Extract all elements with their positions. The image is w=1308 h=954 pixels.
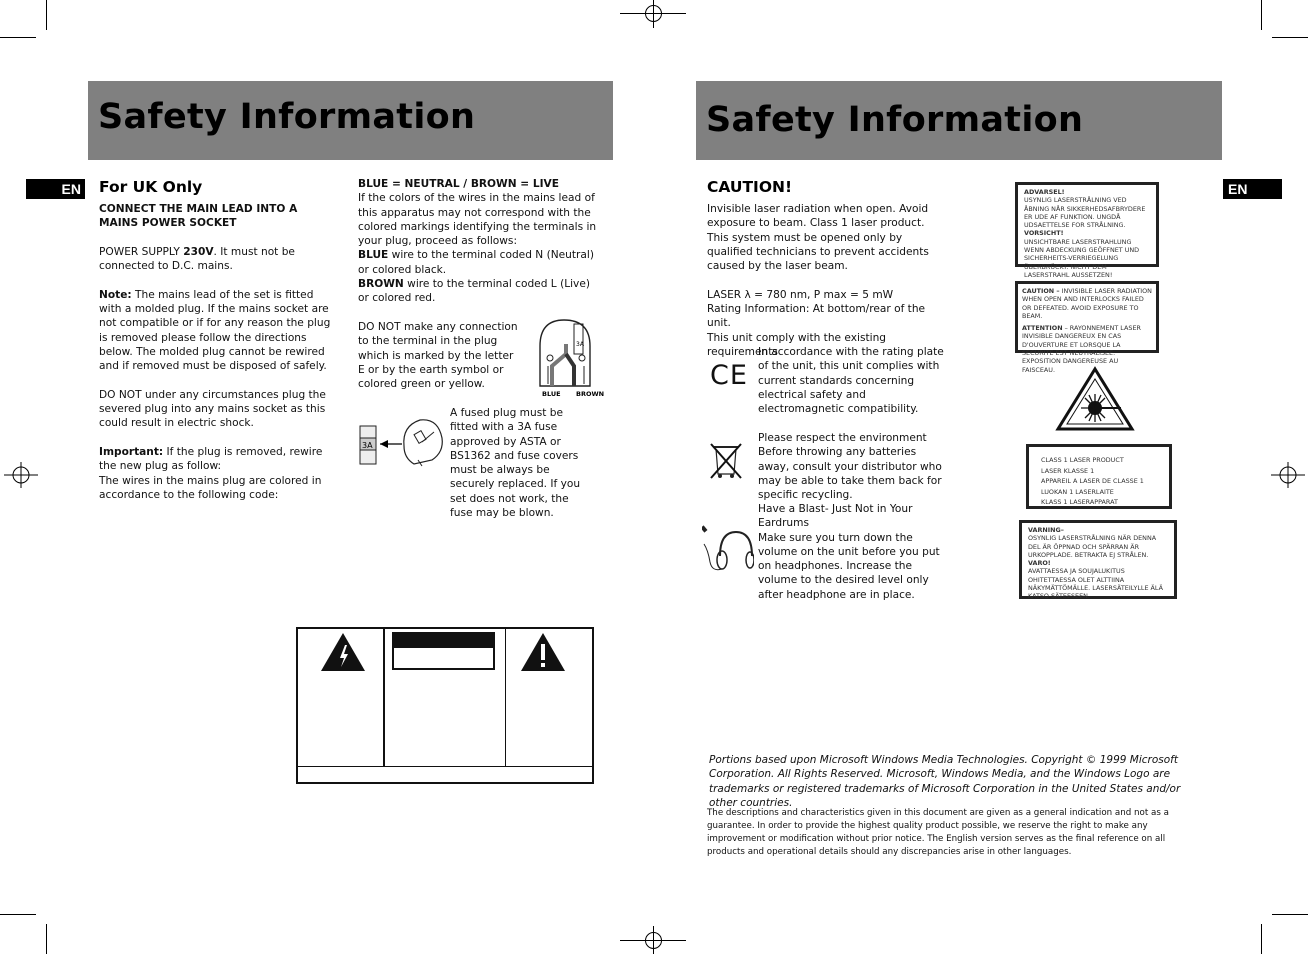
color-code-heading: BLUE = NEUTRAL / BROWN = LIVE [358,178,559,190]
do-not-text: DO NOT under any circumstances plug the severed plug into any mains socket as this could result in electric shock. [99,388,326,430]
note-text: Note: The mains lead of the set is fitted with a molded plug. If the mains socket are not compatible or if for any reason the plug is removed please follow the directions below. The molded plug cannot be rewired and if removed must be disposed of safely. [99,288,331,373]
crop-mark [46,924,47,954]
environment-text: Please respect the environment Before throwing any batteries away, consult your distributor who may be able to take them back for specific recycling. [758,432,942,502]
headphones-icon [702,522,754,574]
headphone-body: Make sure you turn down the volume on the unit before you put on headphones. Increase the volume to the desired level only after headphone are in place. [758,531,940,601]
language-tab [26,179,85,199]
svg-text:3A: 3A [576,341,584,348]
rating-info: Rating Information: At bottom/rear of the unit. [707,303,926,330]
left-header-banner [88,81,613,160]
caution-text: Invisible laser radiation when open. Avoid exposure to beam. Class 1 laser product. This system must be opened only by qualified technicians to prevent accidents caused by the laser beam. LASER λ = 780 nm, P max = 5 mW Rating Information: At bottom/rear of the unit. This unit comply with the existing requirements [707,202,943,359]
exclamation-warning-icon [519,631,567,673]
right-header-banner [696,81,1222,160]
page-title: Safety Information [98,97,476,137]
blue-wire-text: BLUE wire to the terminal coded N (Neutral) or colored black. [358,249,594,276]
laser-spec: LASER λ = 780 nm, P max = 5 mW [707,288,894,301]
language-tab-label: EN [61,181,81,197]
no-connection-text: DO NOT make any connection to the terminal in the plug which is marked by the letter E or by the earth symbol or colored green or yellow. [358,321,518,391]
crop-mark [46,0,47,30]
ce-mark-icon: CE [710,360,748,391]
svg-text:3A: 3A [362,441,373,450]
crop-mark [1261,0,1262,30]
comply-text: This unit comply with the existing requirements [707,331,887,358]
panel-divider [383,629,385,767]
caution-label-box [392,632,495,670]
crop-mark [0,914,36,915]
headphone-title: Have a Blast- Just Not in Your Eardrums [758,503,913,530]
ce-text: In accordance with the rating plate of the unit, this unit complies with current standards concerning electrical safety and electromagnetic compatibility. [758,346,944,416]
fuse-text: A fused plug must be fitted with a 3A fuse approved by ASTA or BS1362 and fuse covers must be always be securely replaced. If you set does not work, the fuse may be blown. [450,407,581,520]
laser-label-swedish-finnish: VARNING– OSYNLIG LASERSTRÅLNING NÄR DENNA DEL ÄR ÖPPNAD OCH SPÄRRAN ÄR URKOPPLADE. BETRAKTA EJ STRÅLEN. VARO! AVATTAESSA JA SOUJALUKITUS OHITETTAESSA OLET ALTTIINA NÄKYMÄTTÖMÄLLE. LASERSÄTEILYLLE ÄLÄ KATSO SÄTEESEEN. [1019,520,1177,599]
page-title: Safety Information [706,100,1084,140]
brown-wire-text: BROWN wire to the terminal coded L (Live) or colored red. [358,278,590,305]
crop-mark [1261,924,1262,954]
svg-text:BROWN: BROWN [576,390,605,398]
registration-mark-icon [644,931,663,950]
connect-instruction: CONNECT THE MAIN LEAD INTO A MAINS POWER SOCKET [99,203,298,230]
crop-mark [1272,37,1308,38]
crop-mark [0,37,36,38]
registration-mark-icon [644,4,663,23]
uk-heading: For UK Only [99,178,203,196]
svg-text:BLUE: BLUE [542,390,561,398]
colors-text: If the colors of the wires in the mains lead of this apparatus may not correspond with the colored markings identifying the terminals in your plug, proceed as follows: [358,192,597,248]
plug-wiring-diagram [530,314,606,400]
language-tab [1223,179,1282,199]
registration-mark-icon [4,462,38,488]
disclaimer-text: The descriptions and characteristics given in this document are given as a general indication and not as a guarantee. In order to provide the highest quality product possible, we reserve the right to make any improvement or modification without prior notice. The English version serves as the final reference on all products and operational details should any discrepancies arise in other languages. [707,808,1169,857]
laser-label-english-french: CAUTION – INVISIBLE LASER RADIATION WHEN OPEN AND INTERLOCKS FAILED OR DEFEATED. AVOID EXPOSURE TO BEAM. ATTENTION – RAYONNEMENT LASER INVISIBLE DANGEREUX EN CAS D'OUVERTURE ET LORSQUE LA SECURITE EST NEUTRALISEE. EXPOSITION DANGEREUSE AU FAISCEAU. [1015,281,1159,353]
microsoft-copyright: Portions based upon Microsoft Windows Media Technologies. Copyright © 1999 Microsoft Corporation. All Rights Reserved. Microsoft, Windows Media, and the Windows Logo are trademarks or registered trademarks of Microsoft Corporation in the United States and/or other countries. [709,754,1181,809]
fused-plug-diagram [358,412,448,468]
panel-divider [298,766,592,767]
laser-hazard-icon [1055,366,1135,432]
recycle-bin-icon [708,438,744,480]
lightning-warning-icon [319,631,367,673]
class1-laser-label: CLASS 1 LASER PRODUCT LASER KLASSE 1 APPAREIL A LASER DE CLASSE 1 LUOKAN 1 LASERLAITE KLASS 1 LASERAPPARAT [1026,444,1172,509]
wires-text: The wires in the mains plug are colored in accordance to the following code: [99,474,322,501]
middle-column-text [358,177,602,306]
caution-heading: CAUTION! [707,178,793,196]
warning-panel [296,627,594,784]
laser-label-danish-german: ADVARSEL! USYNLIG LASERSTRÅLNING VED ÅBNING NÅR SIKKERHEDSAFBRYDERE ER UDE AF FUNKTION. UNGDÅ UDSAETTELSE FOR STRÅLNING. VORSICHT! UNSICHTBARE LASERSTRAHLUNG WENN ABDECKUNG GEÖFFNET UND SICHERHEITS-VERRIEGELUNG ÜBERBRÜCKT. NICHT DEM LASERSTRAHL AUSSETZEN! [1015,182,1159,267]
left-column-text [99,202,339,502]
caution-label-bar [394,634,493,648]
power-supply-text: POWER SUPPLY 230V. It must not be connected to D.C. mains. [99,245,295,273]
crop-mark [1272,914,1308,915]
important-text: Important: If the plug is removed, rewire the new plug as follow: [99,446,323,473]
headphone-text [758,502,954,602]
registration-mark-icon [1271,462,1305,488]
language-tab-label: EN [1228,181,1248,197]
panel-divider [505,629,506,767]
